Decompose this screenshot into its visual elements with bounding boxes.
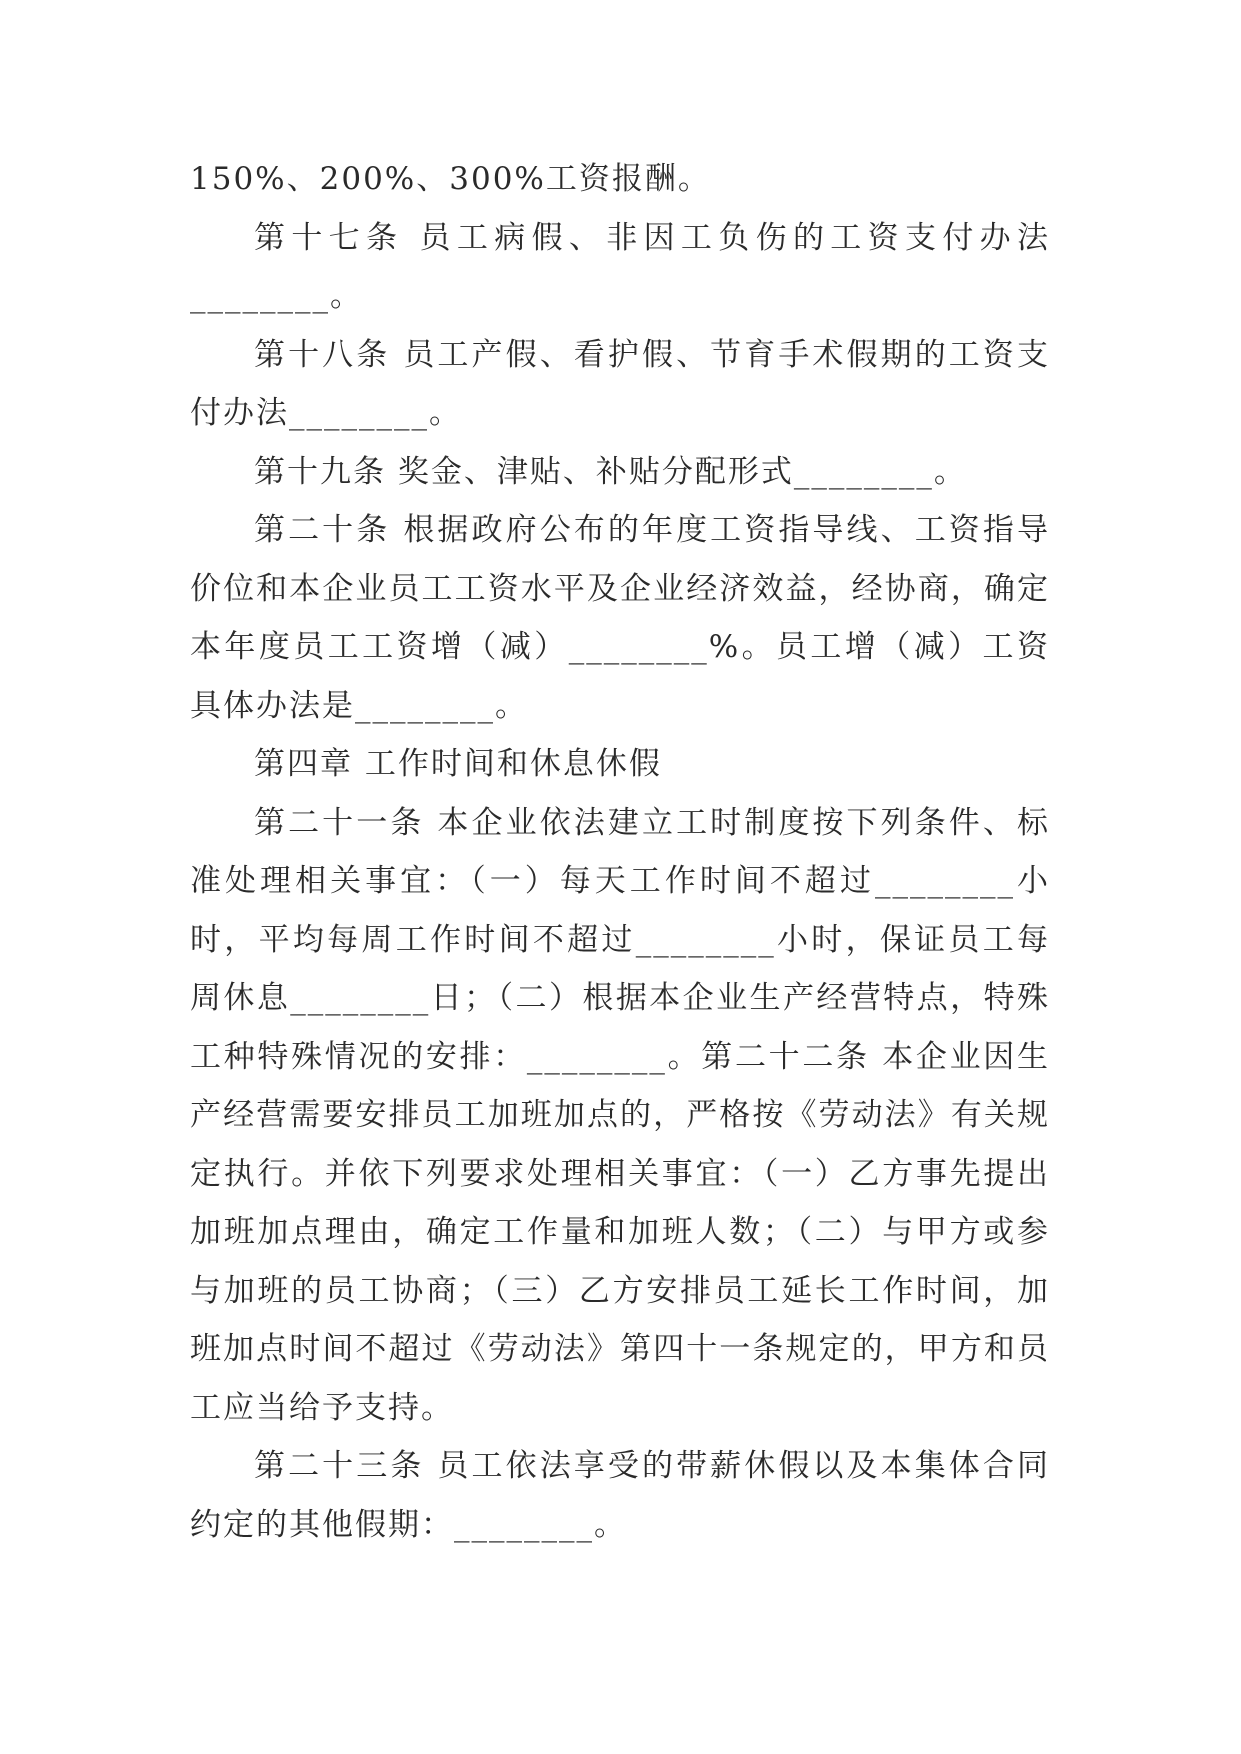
chapter-4-heading: 第四章 工作时间和休息休假 <box>254 746 662 782</box>
document-body <box>190 150 1050 1554</box>
paragraph-continuation: 150%、200%、300%工资报酬。 <box>190 161 711 197</box>
article-19: 第十九条 奖金、津贴、补贴分配形式________。 <box>254 453 967 490</box>
article-17: 第十七条 员工病假、非因工负伤的工资支付办法________。 <box>190 219 1050 314</box>
article-23: 第二十三条 员工依法享受的带薪休假以及本集体合同约定的其他假期：________。 <box>190 1448 1050 1543</box>
article-18: 第十八条 员工产假、看护假、节育手术假期的工资支付办法________。 <box>190 336 1050 431</box>
article-20: 第二十条 根据政府公布的年度工资指导线、工资指导价位和本企业员工工资水平及企业经济效益，经协商，确定本年度员工工资增（减）________%。员工增（减）工资具体办法是________。 <box>190 512 1050 724</box>
article-21-22: 第二十一条 本企业依法建立工时制度按下列条件、标准处理相关事宜：（一）每天工作时间不超过________小时，平均每周工作时间不超过________小时，保证员工每周休息________日；（二）根据本企业生产经营特点，特殊工种特殊情况的安排：________。第二十二条 本企业因生产经营需要安排员工加班加点的，严格按《劳动法》有关规定执行。并依下列要求处理相关事宜：（一）乙方事先提出加班加点理由，确定工作量和加班人数；（二）与甲方或参与加班的员工协商；（三）乙方安排员工延长工作时间，加班加点时间不超过《劳动法》第四十一条规定的，甲方和员工应当给予支持。 <box>190 804 1050 1426</box>
